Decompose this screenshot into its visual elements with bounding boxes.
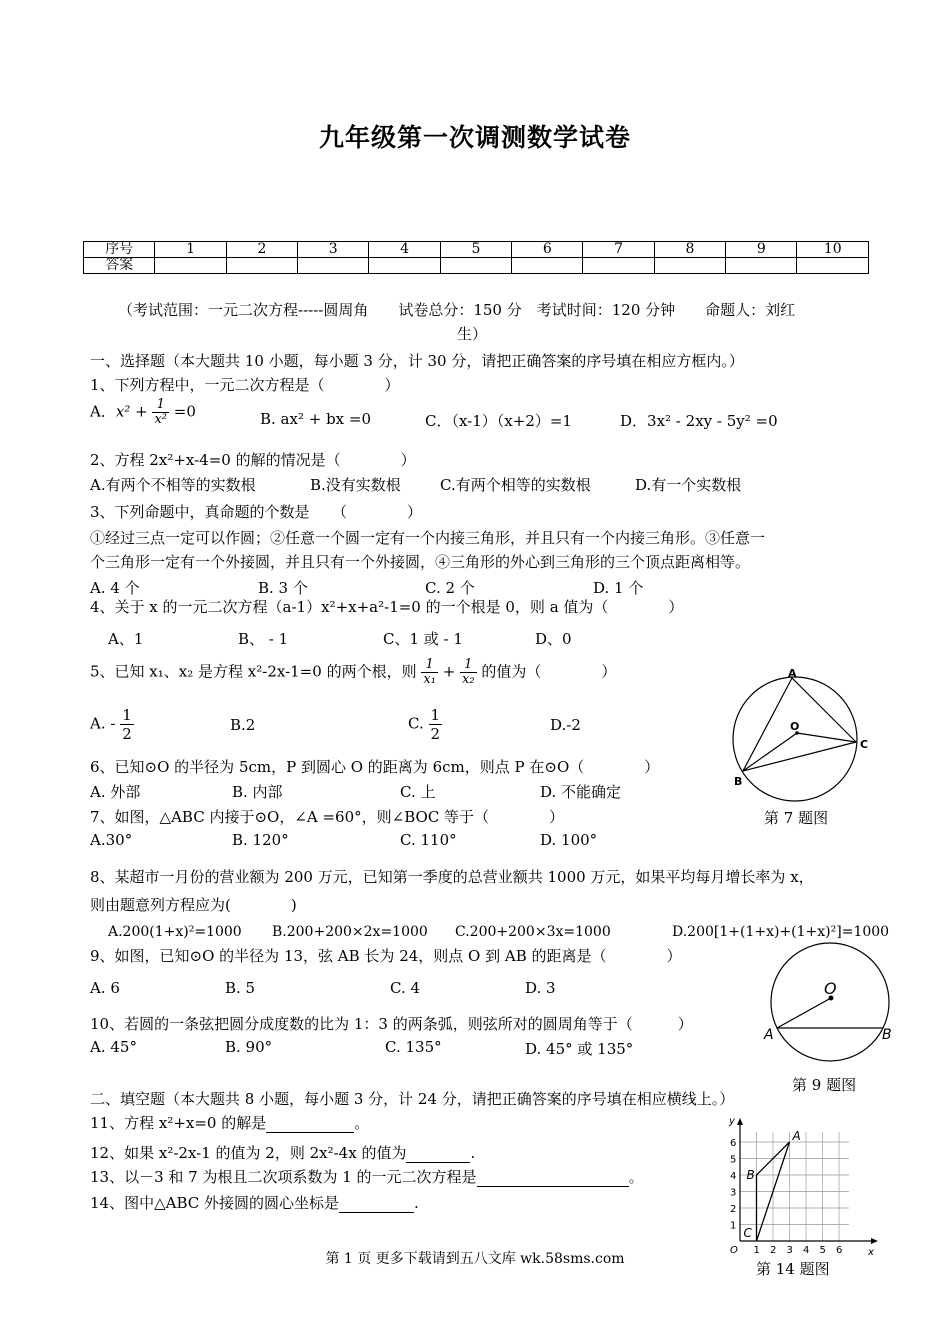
q5-c-fraction	[429, 706, 443, 743]
page-footer: 第 1 页 更多下载请到五八文库 wk.58sms.com	[325, 1251, 625, 1267]
fig14-x-tick-label: 1	[753, 1245, 760, 1256]
q6-option-a: A. 外部	[90, 783, 141, 801]
question-3-body-2: 个三角形一定有一个外接圆，并且只有一个外接圆，④三角形的外心到三角形的三个顶点距离相等。	[90, 553, 751, 571]
q10-option-b: B. 90°	[225, 1038, 273, 1056]
q5-c-prefix: C.	[408, 714, 424, 733]
answer-input-cell[interactable]	[155, 258, 226, 274]
fig9-label-o: O	[824, 979, 837, 998]
q5-a-den: 2	[122, 725, 132, 743]
q14-answer-blank[interactable]	[339, 1194, 414, 1213]
q4-option-c: C、1 或 - 1	[383, 630, 463, 648]
fig14-x-tick-label: 2	[770, 1245, 777, 1256]
q7-option-b: B. 120°	[232, 831, 289, 849]
fig14-x-tick-label: 4	[803, 1245, 810, 1256]
question-3-body-1: ①经过三点一定可以作圆；②任意一个圆一定有一个内接三角形，并且只有一个内接三角形。③任意一	[90, 529, 766, 547]
q8-option-c: C.200+200×3x=1000	[455, 924, 611, 940]
figure-9-caption: 第 9 题图	[792, 1076, 857, 1094]
q3-option-c: C. 2 个	[425, 579, 475, 597]
q1-option-d: D．3x² - 2xy - 5y² =0	[620, 412, 778, 430]
figure-9-diagram	[760, 940, 900, 1070]
question-8-stem-1: 8、某超市一月份的营业额为 200 万元，已知第一季度的总营业额共 1000 万元，如果平均每月增长率为 x，	[90, 868, 814, 886]
answer-table-cell: 10	[797, 242, 869, 258]
fig14-label-c: C	[743, 1226, 752, 1240]
fig7-label-o: O	[790, 720, 800, 733]
q1-a-fraction	[152, 398, 169, 427]
q4-option-a: A、1	[108, 630, 144, 648]
answer-table-header-answer: 答案	[84, 258, 155, 274]
page-title: 九年级第一次调测数学试卷	[318, 123, 631, 152]
fig9-label-b: B	[882, 1027, 892, 1043]
question-12	[90, 1142, 475, 1163]
question-8-stem-2: 则由题意列方程应为( )	[90, 896, 297, 914]
q9-option-d: D. 3	[525, 979, 556, 997]
q3-option-b: B. 3 个	[258, 579, 308, 597]
question-11	[90, 1112, 369, 1133]
fig7-label-c: C	[860, 738, 869, 751]
q11-end: 。	[354, 1114, 370, 1132]
q5-f2-den: x₂	[462, 672, 475, 687]
q14-end: .	[414, 1194, 419, 1212]
q4-option-b: B、 - 1	[238, 630, 289, 648]
q13-end: 。	[628, 1168, 644, 1186]
q2-option-a: A.有两个不相等的实数根	[90, 476, 256, 494]
answer-table-header-number: 序号	[84, 242, 155, 258]
fig14-label-x: x	[868, 1247, 874, 1258]
q3-option-d: D. 1 个	[593, 579, 644, 597]
q1-a-num: 1	[152, 398, 169, 413]
q10-option-d: D. 45° 或 135°	[525, 1040, 634, 1058]
q9-option-a: A. 6	[90, 979, 120, 997]
fig14-y-tick-label: 3	[730, 1187, 737, 1199]
answer-table-cell: 5	[440, 242, 511, 258]
q1-a-x2: x²	[115, 402, 131, 421]
fig14-label-y: y	[729, 1116, 735, 1127]
fig7-oc	[797, 733, 856, 742]
fig7-triangle	[743, 678, 856, 771]
q8-option-a: A.200(1+x)²=1000	[108, 924, 242, 940]
q5-a-fraction	[120, 706, 134, 743]
question-7-stem: 7、如图，△ABC 内接于⊙O，∠A =60°，则∠BOC 等于（ ）	[90, 808, 565, 826]
q5-option-d: D.-2	[550, 716, 581, 734]
fig14-x-tick-label: 5	[819, 1245, 826, 1256]
q12-text: 12、如果 x²-2x-1 的值为 2，则 2x²-4x 的值为	[90, 1144, 407, 1162]
q5-c-num: 1	[430, 706, 441, 724]
fig7-label-b: B	[734, 775, 743, 788]
q1-option-c: C．（x-1）（x+2）=1	[425, 412, 572, 430]
q6-option-b: B. 内部	[232, 783, 283, 801]
figure-7-caption: 第 7 题图	[764, 809, 829, 827]
q5-c-den: 2	[430, 725, 441, 743]
q2-option-d: D.有一个实数根	[635, 476, 742, 494]
fig14-y-tick-label: 6	[730, 1138, 737, 1149]
fig14-y-tick-label: 5	[730, 1154, 737, 1166]
answer-table-cell: 7	[583, 242, 654, 258]
q9-option-b: B. 5	[225, 979, 256, 997]
answer-input-cell[interactable]	[226, 258, 297, 274]
q10-option-c: C. 135°	[385, 1038, 442, 1056]
q4-option-d: D、0	[535, 630, 572, 648]
question-14	[90, 1192, 419, 1213]
q5-f1-num: 1	[421, 658, 438, 673]
answer-input-cell[interactable]	[298, 258, 369, 274]
section-1-heading: 一、选择题（本大题共 10 小题，每小题 3 分，计 30 分，请把正确答案的序号填在相应方框内。）	[90, 352, 744, 370]
fig14-label-b: B	[746, 1168, 755, 1182]
figure-7-diagram	[728, 664, 878, 809]
fig14-label-a: A	[792, 1129, 801, 1143]
q5-fraction-2	[460, 658, 477, 687]
q8-option-d: D.200[1+(1+x)+(1+x)²]=1000	[672, 924, 890, 940]
answer-table-cell: 3	[298, 242, 369, 258]
question-10-stem: 10、若圆的一条弦把圆分成度数的比为 1：3 的两条弧，则弦所对的圆周角等于（ ）	[90, 1015, 693, 1033]
answer-input-cell[interactable]	[512, 258, 583, 274]
answer-table	[83, 241, 869, 274]
q2-option-b: B.没有实数根	[310, 476, 401, 494]
answer-input-cell[interactable]	[583, 258, 654, 274]
fig9-circle	[771, 943, 889, 1061]
question-5-stem	[90, 658, 616, 687]
q5-f1-den: x₁	[423, 672, 436, 687]
fig14-label-origin: O	[730, 1245, 738, 1256]
q13-answer-blank[interactable]	[477, 1168, 629, 1187]
q2-option-c: C.有两个相等的实数根	[440, 476, 591, 494]
q1-a-den: x²	[154, 412, 167, 427]
q12-answer-blank[interactable]	[406, 1144, 470, 1163]
fig9-label-a: A	[764, 1027, 774, 1043]
q1-option-a: A．x² + $\frac{1}{\text{x²}}$ =0	[90, 397, 196, 427]
q5-plus: +	[442, 662, 456, 681]
q6-option-c: C. 上	[400, 783, 436, 801]
fig7-ob	[743, 733, 797, 771]
fig14-y-tick-label: 2	[730, 1204, 737, 1215]
fig14-y-tick-label: 4	[730, 1171, 737, 1182]
answer-input-cell[interactable]	[440, 258, 511, 274]
question-3-stem: 3、下列命题中，真命题的个数是 （ ）	[90, 503, 423, 521]
answer-input-cell[interactable]	[654, 258, 725, 274]
q11-text: 11、方程 x²+x=0 的解是	[90, 1114, 267, 1132]
q7-option-c: C. 110°	[400, 831, 457, 849]
q7-option-a: A.30°	[90, 831, 133, 849]
fig14-x-tick-label: 3	[786, 1245, 793, 1256]
question-4-stem: 4、关于 x 的一元二次方程（a-1）x²+x+a²-1=0 的一个根是 0，则 a 值为（ ）	[90, 598, 684, 616]
q11-answer-blank[interactable]	[266, 1114, 354, 1133]
fig14-x-arrow	[871, 1238, 878, 1244]
q14-text: 14、图中△ABC 外接圆的圆心坐标是	[90, 1194, 340, 1212]
q1-a-prefix: A．	[90, 402, 116, 421]
section-2-heading: 二、填空题（本大题共 8 小题，每小题 3 分，计 24 分，请把正确答案的序号填在相应横线上。）	[90, 1090, 735, 1108]
answer-table-cell: 4	[369, 242, 440, 258]
fig7-label-a: A	[788, 667, 797, 680]
fig14-x-tick-label: 6	[836, 1245, 843, 1256]
q5-f2-num: 1	[460, 658, 477, 673]
answer-input-cell[interactable]	[797, 258, 869, 274]
q6-option-d: D. 不能确定	[540, 783, 622, 801]
answer-table-cell: 8	[654, 242, 725, 258]
answer-table-cell: 9	[726, 242, 797, 258]
question-6-stem: 6、已知⊙O 的半径为 5cm，P 到圆心 O 的距离为 6cm，则点 P 在⊙O（ ）	[90, 758, 660, 776]
q1-a-suffix: =0	[173, 402, 196, 421]
q9-option-c: C. 4	[390, 979, 421, 997]
question-9-stem: 9、如图，已知⊙O 的半径为 13，弦 AB 长为 24，则点 O 到 AB 的距离是（ ）	[90, 947, 682, 965]
q1-option-b: B. ax² + bx =0	[260, 410, 372, 428]
fig9-radius-oa	[777, 998, 831, 1028]
q7-option-d: D. 100°	[540, 831, 598, 849]
q10-option-a: A. 45°	[90, 1038, 137, 1056]
q5-option-c	[408, 706, 442, 743]
answer-table-cell: 2	[226, 242, 297, 258]
q3-option-a: A. 4 个	[90, 579, 140, 597]
answer-table-number-row	[84, 242, 869, 258]
answer-table-answer-row	[84, 258, 869, 274]
answer-table-cell: 1	[155, 242, 226, 258]
q5-option-a	[90, 706, 134, 743]
answer-input-cell[interactable]	[726, 258, 797, 274]
answer-table-cell: 6	[512, 242, 583, 258]
question-13	[90, 1166, 644, 1187]
answer-input-cell[interactable]	[369, 258, 440, 274]
q5-suffix: 的值为（ ）	[481, 662, 617, 681]
q5-option-b: B.2	[230, 716, 256, 734]
q8-option-b: B.200+200×2x=1000	[272, 924, 428, 940]
question-1-stem: 1、下列方程中，一元二次方程是（ ）	[90, 376, 400, 394]
q5-prefix: 5、已知 x₁、x₂ 是方程 x²-2x-1=0 的两个根，则	[90, 662, 417, 681]
figure-14-diagram	[716, 1116, 882, 1258]
q12-end: .	[470, 1144, 476, 1162]
q13-text: 13、以－3 和 7 为根且二次项系数为 1 的一元二次方程是	[90, 1168, 477, 1186]
fig14-y-arrow	[737, 1118, 743, 1125]
q5-fraction-1	[421, 658, 438, 687]
figure-14-caption: 第 14 题图	[756, 1260, 830, 1278]
question-2-stem: 2、方程 2x²+x-4=0 的解的情况是（ ）	[90, 451, 416, 469]
q5-a-num: 1	[122, 706, 132, 724]
exam-info: （考试范围：一元二次方程-----圆周角 试卷总分：150 分 考试时间：120 分钟 命题人：刘红	[118, 301, 796, 319]
fig14-y-tick-label: 1	[730, 1220, 737, 1232]
exam-info-cont: 生）	[457, 325, 488, 343]
q5-a-prefix: A. -	[90, 714, 116, 733]
